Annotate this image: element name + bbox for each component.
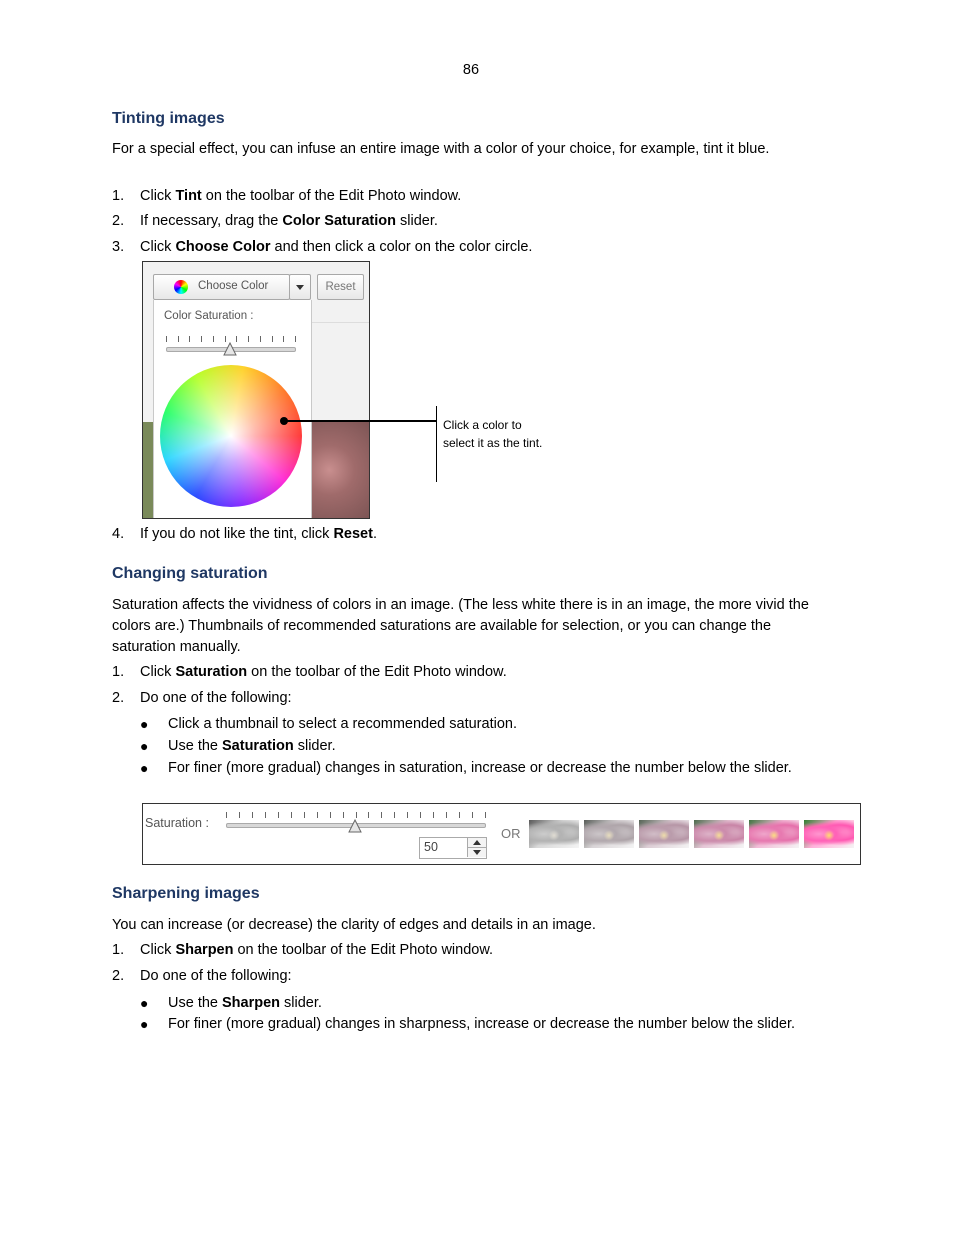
slider-tick (283, 336, 284, 342)
step-number: 1. (112, 942, 125, 958)
step-number: 2. (112, 968, 125, 984)
slider-tick (446, 812, 447, 818)
saturation-thumbnail[interactable] (749, 820, 799, 848)
slider-tick (178, 336, 179, 342)
step-bold: Choose Color (175, 239, 271, 255)
page-number: 86 (462, 62, 480, 78)
step-text: slider. (395, 213, 438, 229)
step-text: Do one of the following: (140, 968, 292, 984)
slider-tick (272, 336, 273, 342)
bullet-icon: ● (140, 716, 149, 732)
color-wheel-icon (174, 280, 188, 294)
step-text: Click (140, 664, 176, 680)
bullet-icon: ● (140, 738, 149, 754)
step-text: Click (140, 239, 176, 255)
saturation-thumbnail[interactable] (584, 820, 634, 848)
color-circle[interactable] (160, 365, 302, 507)
saturation-label: Saturation : (145, 816, 209, 830)
slider-tick (472, 812, 473, 818)
bullet-icon: ● (140, 995, 149, 1011)
saturation-intro: Saturation affects the vividness of colors in an image. (The less white there is in an image, the more vivid the colors are.) Thumbnails of recommended saturations are available for selection, or you can change the saturation manually. (112, 597, 809, 655)
slider-tick (213, 336, 214, 342)
saturation-number-input[interactable] (419, 837, 487, 859)
step-text: Click (140, 942, 176, 958)
step-text: Click (140, 188, 176, 204)
step-number: 1. (112, 188, 125, 204)
step-number: 3. (112, 239, 125, 255)
tint-panel-figure (142, 261, 370, 519)
step-number: 4. (112, 526, 125, 542)
choose-color-button[interactable] (153, 274, 290, 300)
tint-intro: For a special effect, you can infuse an entire image with a color of your choice, for example, tint it blue. (112, 141, 770, 157)
arrow-up-icon (473, 840, 481, 845)
step-text: on the toolbar of the Edit Photo window. (201, 188, 462, 204)
section-heading-saturation: Changing saturation (112, 565, 268, 582)
spin-up-button[interactable] (467, 838, 486, 848)
callout-text: Click a color to select it as the tint. (443, 418, 543, 450)
step-text: on the toolbar of the Edit Photo window. (247, 664, 507, 680)
step-number: 1. (112, 664, 125, 680)
bullet-text: slider. (280, 995, 322, 1011)
bullet-text: Click a thumbnail to select a recommended saturation. (168, 716, 517, 732)
chevron-down-icon (296, 285, 304, 290)
step-text: If necessary, drag the (140, 213, 283, 229)
step-bold: Color Saturation (282, 213, 396, 229)
step-text: If you do not like the tint, click (140, 526, 334, 542)
choose-color-dropdown-button[interactable] (289, 274, 311, 300)
slider-tick (394, 812, 395, 818)
reset-button[interactable]: Reset (317, 274, 364, 300)
slider-tick (291, 812, 292, 818)
slider-tick (459, 812, 460, 818)
saturation-value: 50 (424, 840, 438, 854)
bullet-text: For finer (more gradual) changes in sharpness, increase or decrease the number below the slider. (168, 1016, 796, 1032)
bullet-text: slider. (293, 738, 336, 754)
or-label: OR (501, 826, 521, 841)
step-text: on the toolbar of the Edit Photo window. (233, 942, 494, 958)
section-heading-tinting: Tinting images (112, 110, 225, 127)
slider-tick (420, 812, 421, 818)
spin-down-button[interactable] (467, 848, 486, 857)
saturation-thumbnail[interactable] (804, 820, 854, 848)
slider-tick (317, 812, 318, 818)
bullet-icon: ● (140, 1016, 149, 1032)
slider-tick (368, 812, 369, 818)
step-bold: Reset (333, 526, 373, 542)
slider-tick (166, 336, 167, 342)
saturation-thumbnail[interactable] (529, 820, 579, 848)
section-heading-sharpening: Sharpening images (112, 885, 260, 902)
color-saturation-label: Color Saturation : (164, 310, 254, 322)
saturation-controls-figure (142, 803, 861, 865)
step-text: . (372, 526, 377, 542)
step-bold: Saturation (175, 664, 248, 680)
saturation-thumb[interactable] (348, 819, 362, 833)
callout-line (284, 420, 437, 422)
slider-tick (252, 812, 253, 818)
sharpen-intro: You can increase (or decrease) the clarity of edges and details in an image. (112, 917, 596, 933)
bullet-text: Use the (168, 738, 222, 754)
slider-tick (381, 812, 382, 818)
bullet-icon: ● (140, 760, 149, 776)
photo-preview (303, 422, 369, 518)
slider-tick (248, 336, 249, 342)
callout-dot (280, 417, 288, 425)
slider-tick (278, 812, 279, 818)
slider-tick (295, 336, 296, 342)
slider-tick (265, 812, 266, 818)
bullet-text: For finer (more gradual) changes in saturation, increase or decrease the number below the slider. (168, 760, 792, 776)
step-number: 2. (112, 213, 125, 229)
step-text: and then click a color on the color circle. (270, 239, 533, 255)
step-bold: Tint (175, 188, 202, 204)
step-text: Do one of the following: (140, 690, 292, 706)
bullet-bold: Sharpen (222, 995, 281, 1011)
choose-color-label: Choose Color (198, 280, 269, 292)
slider-tick (239, 812, 240, 818)
slider-tick (260, 336, 261, 342)
slider-tick (226, 812, 227, 818)
slider-tick (330, 812, 331, 818)
toolbar-divider (310, 322, 369, 323)
slider-tick (407, 812, 408, 818)
bullet-bold: Saturation (222, 738, 294, 754)
saturation-ticks (226, 812, 486, 818)
slider-tick (485, 812, 486, 818)
step-bold: Sharpen (175, 942, 234, 958)
slider-tick (201, 336, 202, 342)
bullet-text: Use the (168, 995, 222, 1011)
slider-tick (189, 336, 190, 342)
color-saturation-thumb[interactable] (223, 342, 237, 356)
slider-tick (433, 812, 434, 818)
callout-bracket (436, 406, 437, 482)
slider-tick (343, 812, 344, 818)
slider-tick (356, 812, 357, 818)
slider-tick (304, 812, 305, 818)
arrow-down-icon (473, 850, 481, 855)
saturation-thumbnail[interactable] (639, 820, 689, 848)
step-number: 2. (112, 690, 125, 706)
saturation-thumbnail[interactable] (694, 820, 744, 848)
